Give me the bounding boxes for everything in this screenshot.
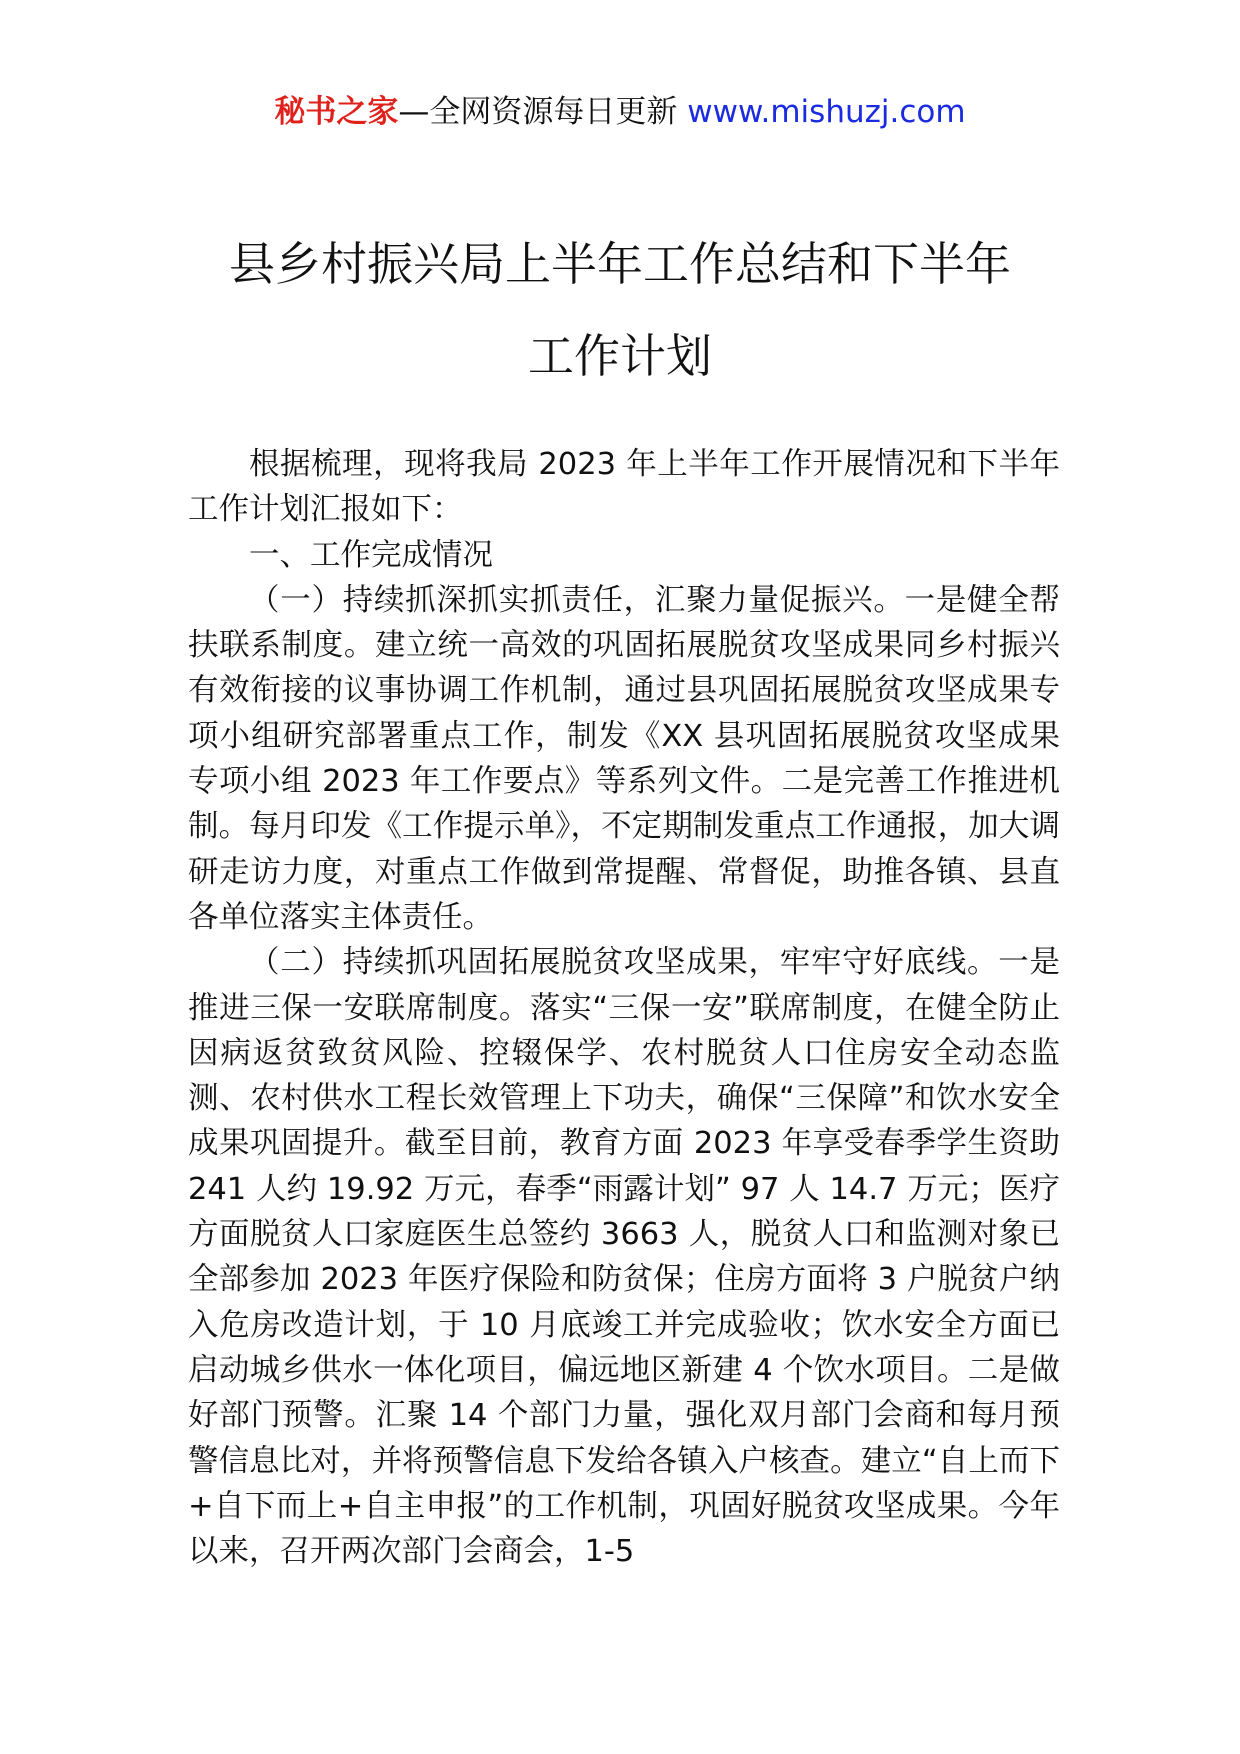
site-url[interactable]: www.mishuzj.com: [687, 94, 966, 130]
intro-paragraph: 根据梳理，现将我局 2023 年上半年工作开展情况和下半年工作计划汇报如下：: [188, 447, 1060, 528]
document-title-line-2: 工作计划: [528, 329, 712, 383]
document-title-line-1: 县乡村振兴局上半年工作总结和下半年: [229, 237, 1011, 291]
brand-name: 秘书之家: [274, 94, 399, 130]
header-slogan: —全网资源每日更新: [398, 94, 688, 130]
body-paragraph: （一）持续抓深抓实抓责任，汇聚力量促振兴。一是健全帮扶联系制度。建立统一高效的巩固拓展脱贫攻坚成果同乡村振兴有效衔接的议事协调工作机制，通过县巩固拓展脱贫攻坚成果专项小组研究部署重点工作，制发《XX 县巩固拓展脱贫攻坚成果专项小组 2023 年工作要点》等系列文件。二是完善工作推进机制。每月印发《工作提示单》，不定期制发重点工作通报，加大调研走访力度，对重点工作做到常提醒、常督促，助推各镇、县直各单位落实主体责任。: [188, 582, 1060, 935]
body-paragraph: （二）持续抓巩固拓展脱贫攻坚成果，牢牢守好底线。一是推进三保一安联席制度。落实“三保一安”联席制度，在健全防止因病返贫致贫风险、控辍保学、农村脱贫人口住房安全动态监测、农村供水工程长效管理上下功夫，确保“三保障”和饮水安全成果巩固提升。截至目前，教育方面 2023 年享受春季学生资助 241 人约 19.92 万元，春季“雨露计划” 97 人 14.7 万元；医疗方面脱贫人口家庭医生总签约 3663 人，脱贫人口和监测对象已全部参加 2023 年医疗保险和防贫保；住房方面将 3 户脱贫户纳入危房改造计划，于 10 月底竣工并完成验收；饮水安全方面已启动城乡供水一体化项目，偏远地区新建 4 个饮水项目。二是做好部门预警。汇聚 14 个部门力量，强化双月部门会商和每月预警信息比对，并将预警信息下发给各镇入户核查。建立“自上而下+自下而上+自主申报”的工作机制，巩固好脱贫攻坚成果。今年以来，召开两次部门会商会，1-5: [188, 945, 1060, 1570]
site-header: [0, 92, 1240, 132]
section-heading: 一、工作完成情况: [249, 537, 493, 573]
document-body: [188, 442, 1060, 1574]
